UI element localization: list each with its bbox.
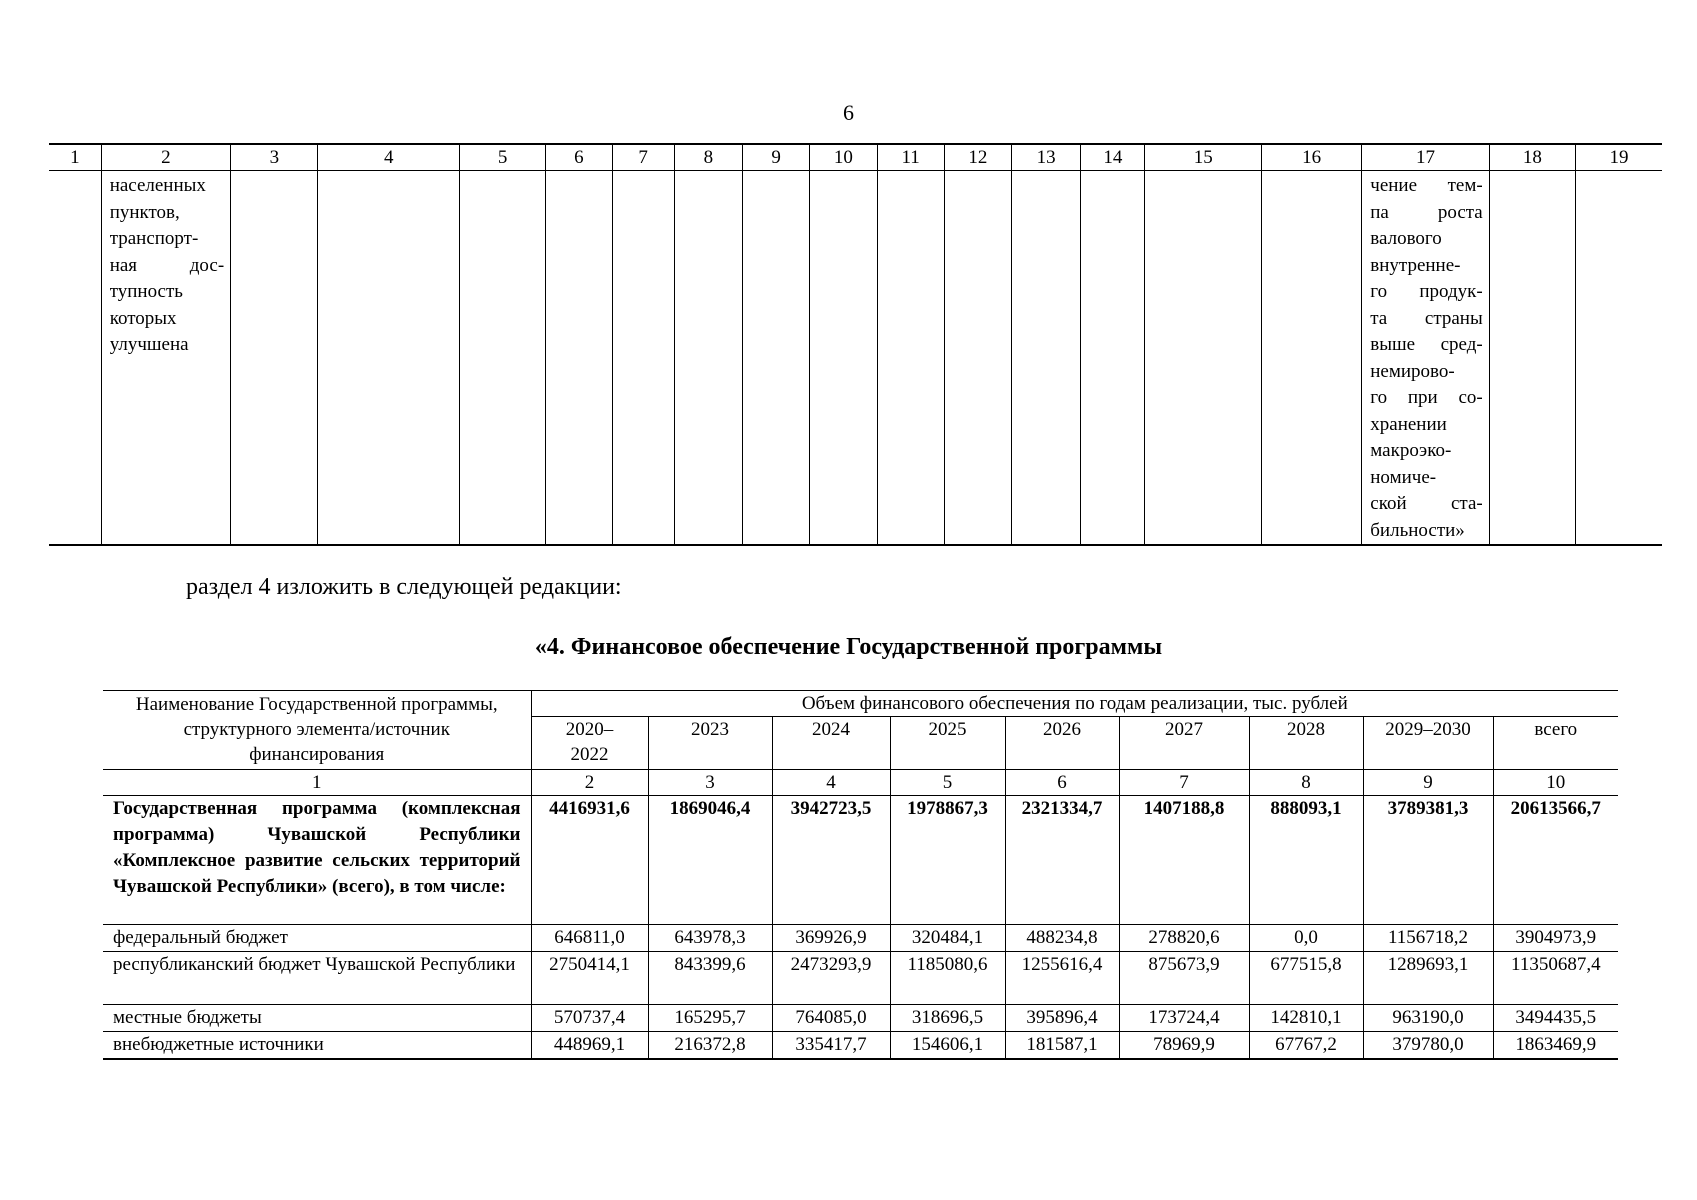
- text-line: макроэко-: [1370, 440, 1452, 461]
- column-number: 1: [103, 770, 531, 796]
- value-cell: 142810,1: [1249, 1005, 1363, 1032]
- page-number: 6: [843, 100, 854, 125]
- value-cell: 335417,7: [772, 1032, 890, 1060]
- column-number: 3: [231, 144, 318, 171]
- value-cell: 570737,4: [531, 1005, 648, 1032]
- value-cell: 2321334,7: [1005, 796, 1119, 925]
- text-line: чение тем-: [1370, 175, 1483, 196]
- value-cell: 888093,1: [1249, 796, 1363, 925]
- column-number: 8: [674, 144, 742, 171]
- text-line: населенных: [109, 175, 206, 196]
- column-number: 7: [612, 144, 674, 171]
- value-cell: 3494435,5: [1493, 1005, 1618, 1032]
- column-number: 10: [810, 144, 877, 171]
- value-cell: 1978867,3: [890, 796, 1005, 925]
- value-cell: 3942723,5: [772, 796, 890, 925]
- column-number: 7: [1119, 770, 1249, 796]
- column-number: 9: [1363, 770, 1493, 796]
- year-header: 2027: [1119, 717, 1249, 770]
- column-number: 13: [1012, 144, 1081, 171]
- year-header: 2026: [1005, 717, 1119, 770]
- column-number: 9: [743, 144, 810, 171]
- text-line: го при со-: [1370, 387, 1483, 408]
- column-number: 2: [101, 144, 230, 171]
- row-name: республиканский бюджет Чувашской Республики: [103, 952, 531, 1005]
- column-number: 6: [1005, 770, 1119, 796]
- value-cell: 318696,5: [890, 1005, 1005, 1032]
- year-header: 2029–2030: [1363, 717, 1493, 770]
- value-cell: 646811,0: [531, 925, 648, 952]
- table-row: [103, 1032, 1618, 1060]
- text-line: которых: [109, 307, 177, 329]
- finance-table: [103, 690, 1618, 1060]
- value-cell: 764085,0: [772, 1005, 890, 1032]
- value-cell: 3904973,9: [1493, 925, 1618, 952]
- text-line: пунктов,: [109, 201, 180, 223]
- value-cell: 2473293,9: [772, 952, 890, 1005]
- value-cell: 1156718,2: [1363, 925, 1493, 952]
- goal-text-cell: [1362, 171, 1489, 546]
- column-number: 19: [1576, 144, 1662, 171]
- value-cell: 875673,9: [1119, 952, 1249, 1005]
- text-line: та страны: [1370, 307, 1483, 329]
- value-cell: 165295,7: [648, 1005, 772, 1032]
- section-title: «4. Финансовое обеспечение Государственной программы: [534, 634, 1163, 660]
- text-line: выше сред-: [1370, 334, 1483, 355]
- row-name: внебюджетные источники: [103, 1032, 531, 1060]
- column-number: 2: [531, 770, 648, 796]
- column-number: 14: [1081, 144, 1145, 171]
- column-number: 16: [1261, 144, 1361, 171]
- value-cell: 181587,1: [1005, 1032, 1119, 1060]
- year-header: 2028: [1249, 717, 1363, 770]
- finance-header-row: [103, 691, 1618, 717]
- continuation-table-header-row: [49, 144, 1662, 171]
- value-cell: 173724,4: [1119, 1005, 1249, 1032]
- year-header: 2020–2022: [531, 717, 648, 770]
- value-cell: 278820,6: [1119, 925, 1249, 952]
- table-row: [103, 796, 1618, 925]
- text-line: бильности»: [1370, 519, 1465, 541]
- value-cell: 4416931,6: [531, 796, 648, 925]
- value-cell: 1289693,1: [1363, 952, 1493, 1005]
- text-line: внутренне-: [1370, 254, 1461, 276]
- text-line: валового: [1370, 228, 1442, 249]
- value-cell: 488234,8: [1005, 925, 1119, 952]
- value-cell: 0,0: [1249, 925, 1363, 952]
- column-number: 4: [318, 144, 460, 171]
- value-cell: 78969,9: [1119, 1032, 1249, 1060]
- column-number: 15: [1145, 144, 1261, 171]
- value-cell: 154606,1: [890, 1032, 1005, 1060]
- value-cell: 320484,1: [890, 925, 1005, 952]
- value-cell: 1185080,6: [890, 952, 1005, 1005]
- value-cell: 379780,0: [1363, 1032, 1493, 1060]
- finance-column-numbers-row: [103, 770, 1618, 796]
- column-number: 1: [49, 144, 101, 171]
- column-number: 6: [546, 144, 612, 171]
- row-name: федеральный бюджет: [103, 925, 531, 952]
- text-line: па роста: [1370, 201, 1483, 223]
- column-number: 12: [944, 144, 1011, 171]
- value-cell: 1863469,9: [1493, 1032, 1618, 1060]
- value-cell: 963190,0: [1363, 1005, 1493, 1032]
- value-cell: 643978,3: [648, 925, 772, 952]
- value-cell: 20613566,7: [1493, 796, 1618, 925]
- column-number: 18: [1489, 144, 1575, 171]
- table-row: [103, 925, 1618, 952]
- value-cell: 1869046,4: [648, 796, 772, 925]
- value-cell: 67767,2: [1249, 1032, 1363, 1060]
- column-number: 17: [1362, 144, 1489, 171]
- value-cell: 216372,8: [648, 1032, 772, 1060]
- year-header: 2025: [890, 717, 1005, 770]
- column-number: 4: [772, 770, 890, 796]
- continuation-table: [49, 143, 1662, 546]
- value-cell: 11350687,4: [1493, 952, 1618, 1005]
- year-header: 2023: [648, 717, 772, 770]
- text-line: номиче-: [1370, 466, 1437, 488]
- text-line: го продук-: [1370, 281, 1483, 302]
- column-number: 11: [877, 144, 944, 171]
- value-cell: 369926,9: [772, 925, 890, 952]
- volume-header: Объем финансового обеспечения по годам реализации, тыс. рублей: [531, 691, 1618, 717]
- column-number: 10: [1493, 770, 1618, 796]
- column-number: 5: [890, 770, 1005, 796]
- text-line: немирово-: [1370, 360, 1455, 382]
- continuation-table-body-row: [49, 171, 1662, 546]
- value-cell: 3789381,3: [1363, 796, 1493, 925]
- value-cell: 395896,4: [1005, 1005, 1119, 1032]
- year-header: всего: [1493, 717, 1618, 770]
- table-row: [103, 1005, 1618, 1032]
- row-name: местные бюджеты: [103, 1005, 531, 1032]
- indicator-name-cell: [101, 171, 230, 546]
- year-header: 2024: [772, 717, 890, 770]
- column-number: 5: [459, 144, 545, 171]
- text-line: тупность: [109, 281, 183, 302]
- text-line: ской ста-: [1370, 493, 1483, 514]
- text-line: улучшена: [109, 334, 189, 355]
- column-number: 8: [1249, 770, 1363, 796]
- table-row: [103, 952, 1618, 1005]
- value-cell: 677515,8: [1249, 952, 1363, 1005]
- value-cell: 448969,1: [531, 1032, 648, 1060]
- value-cell: 1255616,4: [1005, 952, 1119, 1005]
- text-line: хранении: [1370, 413, 1447, 435]
- value-cell: 843399,6: [648, 952, 772, 1005]
- value-cell: 1407188,8: [1119, 796, 1249, 925]
- text-line: ная дос-: [109, 254, 225, 276]
- value-cell: 2750414,1: [531, 952, 648, 1005]
- text-line: транспорт-: [109, 228, 199, 249]
- name-column-header: Наименование Государственной программы, структурного элемента/источник финансирования: [103, 691, 531, 770]
- column-number: 3: [648, 770, 772, 796]
- row-name: Государственная программа (комплексная программа) Чувашской Республики «Комплексное развитие сельских территорий Чувашской Республики» (всего), в том числе:: [103, 796, 531, 925]
- instruction-text: раздел 4 изложить в следующей редакции:: [186, 574, 622, 600]
